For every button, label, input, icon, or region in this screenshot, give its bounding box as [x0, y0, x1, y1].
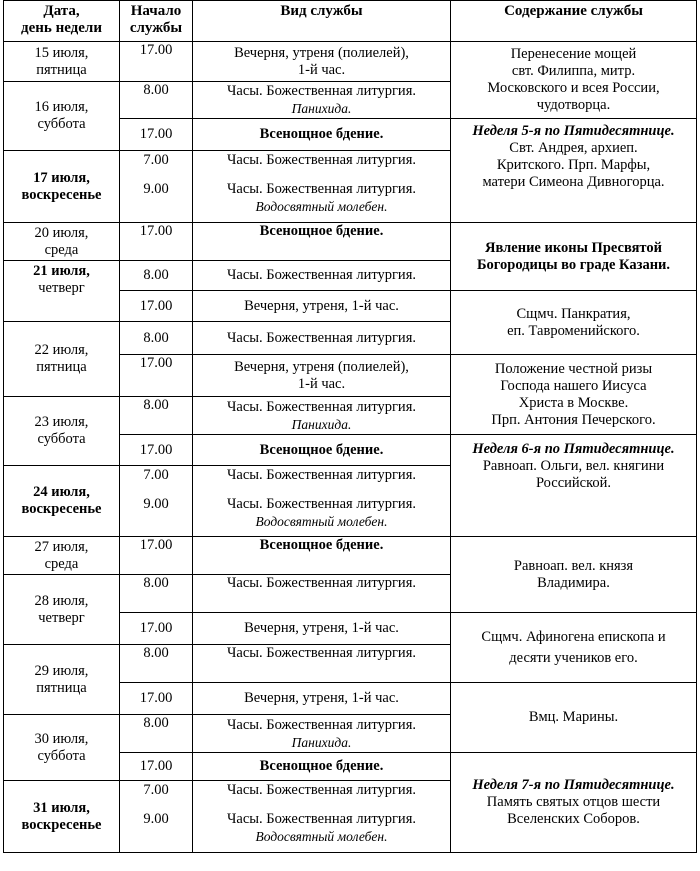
content-cell	[451, 683, 697, 753]
time-text: 8.00	[143, 267, 169, 283]
content-text: еп. Тавроменийского.	[507, 322, 640, 339]
content-text: Вмц. Марины.	[528, 709, 619, 725]
service-text: Вечерня, утреня, 1-й час.	[244, 297, 399, 314]
content-cell	[451, 355, 697, 435]
content-cell	[451, 223, 697, 291]
service-text: Вечерня, утреня (полиелей),	[234, 44, 409, 61]
weekday-text: воскресенье	[21, 501, 102, 517]
time-text: 17.00	[139, 537, 173, 553]
weekday-text: суббота	[37, 116, 86, 132]
service-text: Часы. Божественная литургия.	[227, 83, 416, 99]
date-cell	[4, 151, 120, 223]
service-cell	[193, 753, 451, 781]
time-text: 17.00	[139, 355, 173, 371]
service-note: Водосвятный молебен.	[255, 199, 388, 214]
content-text: Перенесение мощей	[510, 46, 637, 62]
time-cell	[120, 42, 193, 82]
service-text: Всенощное бдение.	[259, 223, 384, 239]
date-cell	[4, 466, 120, 537]
service-cell	[193, 537, 451, 575]
date-text: 24 июля,	[33, 484, 90, 500]
time-text: 9.00	[143, 811, 169, 827]
service-text: Часы. Божественная литургия.	[227, 181, 416, 197]
time-cell	[120, 683, 193, 715]
content-text: Богородицы во граде Казани.	[476, 256, 671, 273]
service-text: Часы. Божественная литургия.	[227, 811, 416, 827]
service-cell	[193, 291, 451, 322]
date-cell	[4, 781, 120, 853]
date-text: 30 июля,	[34, 730, 89, 747]
header-date-line2: день недели	[21, 20, 102, 36]
service-text: Часы. Божественная литургия.	[227, 575, 416, 591]
service-cell	[193, 466, 451, 537]
content-heading: Неделя 7-я по Пятидесятнице.	[472, 777, 675, 793]
date-text: 16 июля,	[34, 99, 89, 115]
time-cell	[120, 466, 193, 537]
date-cell	[4, 645, 120, 715]
content-text: чудотворца.	[536, 97, 611, 113]
date-text: 22 июля,	[34, 342, 89, 358]
content-text: Положение честной ризы	[494, 360, 653, 377]
header-time-line1: Начало	[130, 3, 182, 19]
service-text: Часы. Божественная литургия.	[227, 329, 416, 346]
schedule-table	[3, 0, 697, 853]
service-cell	[193, 355, 451, 397]
service-cell	[193, 397, 451, 435]
weekday-text: пятница	[36, 359, 87, 375]
time-text: 7.00	[143, 467, 169, 483]
weekday-text: пятница	[36, 679, 87, 696]
table-row	[4, 223, 697, 261]
time-cell	[120, 435, 193, 466]
time-cell	[120, 537, 193, 575]
date-cell	[4, 42, 120, 82]
content-cell	[451, 537, 697, 613]
time-cell	[120, 645, 193, 683]
weekday-text: суббота	[37, 747, 86, 764]
content-heading: Неделя 5-я по Пятидесятнице.	[472, 123, 675, 139]
date-cell	[4, 322, 120, 397]
content-cell	[451, 291, 697, 355]
content-text: Христа в Москве.	[518, 394, 629, 411]
weekday-text: четверг	[38, 280, 85, 296]
service-text: 1-й час.	[297, 375, 346, 392]
time-text: 17.00	[139, 690, 173, 706]
content-text: Владимира.	[537, 574, 610, 591]
date-text: 15 июля,	[34, 44, 89, 61]
date-cell	[4, 715, 120, 781]
time-cell	[120, 781, 193, 853]
time-text: 17.00	[139, 223, 173, 239]
service-cell	[193, 781, 451, 853]
content-text: Равноап. Ольги, вел. княгини	[482, 458, 665, 474]
time-text: 7.00	[143, 782, 169, 798]
content-text: Прп. Антония Печерского.	[491, 411, 656, 428]
header-content: Содержание службы	[451, 1, 697, 42]
time-text: 9.00	[143, 496, 169, 512]
content-cell	[451, 753, 697, 853]
date-cell	[4, 82, 120, 151]
service-cell	[193, 223, 451, 261]
time-text: 8.00	[143, 575, 169, 591]
content-text: Явление иконы Пресвятой	[485, 239, 662, 256]
content-text: Критского. Прп. Марфы,	[496, 157, 651, 173]
service-text: Часы. Божественная литургия.	[227, 398, 416, 415]
service-text: Часы. Божественная литургия.	[227, 467, 416, 483]
date-text: 17 июля,	[33, 169, 90, 186]
content-text: Свт. Андрея, архиеп.	[509, 140, 638, 156]
date-text: 27 июля,	[34, 538, 89, 555]
content-text: Вселенских Соборов.	[507, 811, 640, 827]
time-text: 8.00	[143, 329, 169, 346]
service-cell	[193, 151, 451, 223]
date-cell	[4, 397, 120, 466]
service-text: Вечерня, утреня, 1-й час.	[244, 620, 399, 636]
content-cell	[451, 119, 697, 223]
service-text: Всенощное бдение.	[259, 441, 384, 458]
service-cell	[193, 119, 451, 151]
service-cell	[193, 435, 451, 466]
service-text: Вечерня, утреня (полиелей),	[234, 358, 409, 375]
weekday-text: среда	[44, 555, 79, 572]
table-row	[4, 537, 697, 575]
time-cell	[120, 397, 193, 435]
service-cell	[193, 683, 451, 715]
service-note: Панихида.	[291, 416, 352, 432]
service-text: Всенощное бдение.	[259, 758, 384, 774]
time-cell	[120, 613, 193, 645]
date-cell	[4, 575, 120, 645]
table-row	[4, 42, 697, 82]
content-text: Память святых отцов шести	[486, 794, 661, 810]
date-cell	[4, 261, 120, 322]
date-cell	[4, 537, 120, 575]
content-text: Московского и всея России,	[487, 80, 660, 96]
content-text: матери Симеона Дивногорца.	[482, 174, 665, 190]
date-cell	[4, 223, 120, 261]
time-text: 9.00	[143, 181, 169, 197]
service-cell	[193, 575, 451, 613]
time-cell	[120, 322, 193, 355]
service-note: Панихида.	[291, 734, 352, 750]
header-date-line1: Дата,	[43, 3, 80, 19]
time-cell	[120, 223, 193, 261]
content-heading: Неделя 6-я по Пятидесятнице.	[472, 441, 675, 457]
time-cell	[120, 355, 193, 397]
date-text: 28 июля,	[34, 592, 89, 609]
date-text: 21 июля,	[33, 263, 90, 279]
time-text: 8.00	[143, 645, 169, 661]
header-row	[4, 1, 697, 42]
time-cell	[120, 119, 193, 151]
content-text: Российской.	[535, 475, 612, 491]
service-text: Вечерня, утреня, 1-й час.	[244, 690, 399, 706]
time-text: 17.00	[139, 297, 173, 314]
time-text: 17.00	[139, 126, 173, 142]
service-note: Водосвятный молебен.	[255, 514, 388, 529]
weekday-text: воскресенье	[21, 186, 102, 203]
content-text: Господа нашего Иисуса	[500, 377, 647, 394]
service-text: Часы. Божественная литургия.	[227, 496, 416, 512]
service-text: Всенощное бдение.	[259, 126, 384, 142]
header-time	[120, 1, 193, 42]
time-cell	[120, 261, 193, 291]
service-note: Панихида.	[291, 101, 352, 116]
time-text: 8.00	[143, 715, 169, 731]
time-text: 17.00	[139, 42, 173, 58]
service-cell	[193, 645, 451, 683]
content-text: десяти учеников его.	[509, 649, 638, 666]
time-cell	[120, 753, 193, 781]
time-cell	[120, 575, 193, 613]
time-cell	[120, 291, 193, 322]
time-text: 17.00	[139, 441, 173, 458]
date-text: 20 июля,	[34, 224, 89, 241]
header-kind: Вид службы	[193, 1, 451, 42]
time-text: 8.00	[143, 82, 169, 98]
time-cell	[120, 151, 193, 223]
weekday-text: четверг	[38, 609, 85, 626]
content-text: Сщмч. Афиногена епископа и	[481, 628, 666, 645]
date-text: 23 июля,	[34, 414, 89, 430]
service-text: Всенощное бдение.	[259, 537, 384, 553]
time-text: 17.00	[139, 758, 173, 774]
date-text: 31 июля,	[33, 799, 90, 816]
service-text: 1-й час.	[297, 61, 346, 78]
service-cell	[193, 82, 451, 119]
time-text: 17.00	[139, 620, 173, 636]
weekday-text: суббота	[37, 431, 86, 447]
content-text: Сщмч. Панкратия,	[516, 305, 631, 322]
service-cell	[193, 261, 451, 291]
time-text: 7.00	[143, 152, 169, 168]
weekday-text: пятница	[36, 61, 87, 78]
service-cell	[193, 613, 451, 645]
service-note: Водосвятный молебен.	[255, 829, 388, 844]
service-text: Часы. Божественная литургия.	[227, 267, 416, 283]
content-cell	[451, 613, 697, 683]
service-text: Часы. Божественная литургия.	[227, 716, 416, 733]
date-text: 29 июля,	[34, 662, 89, 679]
service-text: Часы. Божественная литургия.	[227, 782, 416, 798]
service-cell	[193, 42, 451, 82]
service-text: Часы. Божественная литургия.	[227, 152, 416, 168]
time-cell	[120, 715, 193, 753]
time-cell	[120, 82, 193, 119]
service-cell	[193, 322, 451, 355]
header-time-line2: службы	[129, 20, 183, 36]
time-text: 8.00	[143, 397, 169, 413]
content-text: свт. Филиппа, митр.	[511, 63, 636, 79]
header-date	[4, 1, 120, 42]
service-text: Часы. Божественная литургия.	[227, 645, 416, 661]
weekday-text: воскресенье	[21, 816, 102, 833]
content-cell	[451, 42, 697, 119]
content-cell	[451, 435, 697, 537]
weekday-text: среда	[44, 241, 79, 258]
content-text: Равноап. вел. князя	[513, 557, 634, 574]
service-cell	[193, 715, 451, 753]
